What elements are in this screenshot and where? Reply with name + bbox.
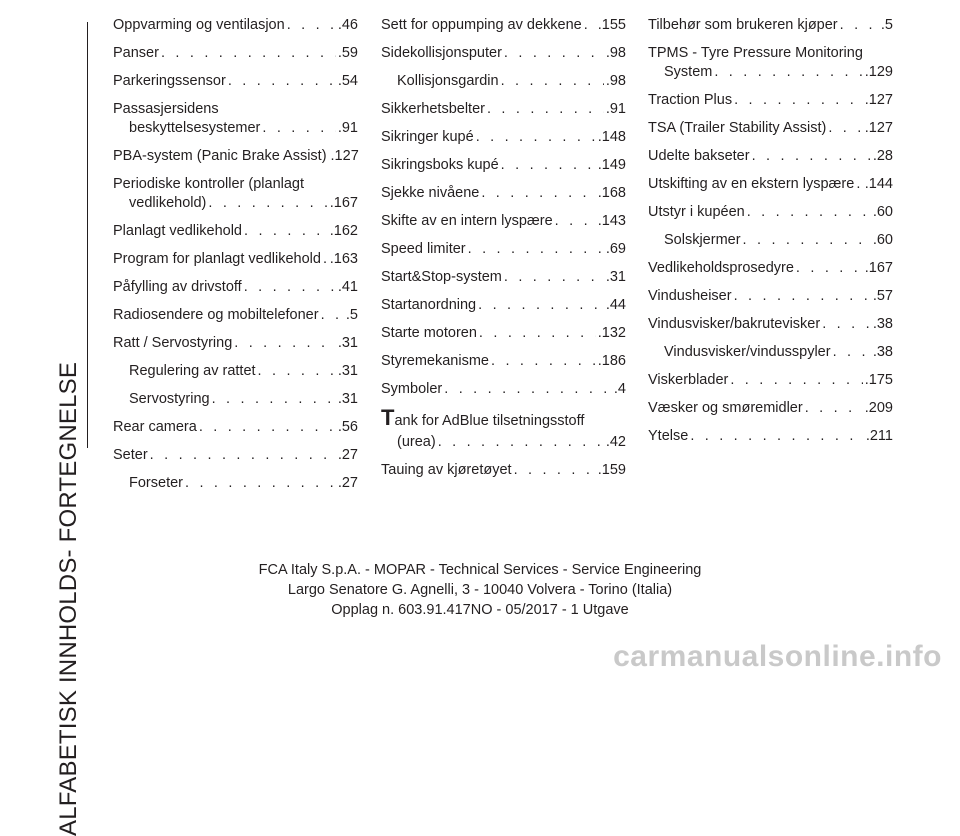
page-number: .91 <box>337 120 358 136</box>
entry-text: Væsker og smøremidler <box>648 400 803 416</box>
entry-line <box>381 156 626 175</box>
index-entry[interactable] <box>648 287 893 306</box>
index-entry[interactable] <box>648 427 893 446</box>
index-entry[interactable] <box>113 390 358 409</box>
entry-text: Startanordning <box>381 297 477 313</box>
dot-leader <box>734 91 863 110</box>
index-entry[interactable] <box>381 352 626 371</box>
page-number: .38 <box>872 316 893 332</box>
index-entry[interactable] <box>648 343 893 362</box>
dot-leader <box>501 156 596 175</box>
section-letter: P <box>113 45 123 61</box>
dot-leader <box>321 306 344 325</box>
entry-text: Sidekollisjonsputer <box>381 45 502 61</box>
dot-leader <box>262 119 335 138</box>
index-entry[interactable] <box>648 399 893 418</box>
entry-line <box>113 446 358 465</box>
page-number: .144 <box>864 176 893 192</box>
index-entry[interactable] <box>381 100 626 119</box>
entry-line <box>381 380 626 399</box>
page-number: .129 <box>864 64 893 80</box>
entry-text: Servostyring <box>129 391 210 407</box>
page-number: .54 <box>337 73 358 89</box>
index-entry[interactable] <box>113 418 358 437</box>
entry-line <box>113 306 358 325</box>
index-entry[interactable] <box>113 16 358 35</box>
dot-leader <box>479 324 596 343</box>
page-number: .98 <box>605 45 626 61</box>
dot-leader <box>805 399 863 418</box>
entry-line <box>113 334 358 353</box>
dot-leader <box>833 343 871 362</box>
entry-text: Sikkerhetsbelter <box>381 101 485 117</box>
entry-text: Sjekke nivåene <box>381 185 480 201</box>
index-entry[interactable] <box>381 44 626 63</box>
entry-line <box>113 474 358 493</box>
entry-line <box>113 222 358 241</box>
dot-leader <box>438 433 604 452</box>
entry-text: Tilbehør som brukeren kjøper <box>648 17 838 33</box>
entry-line <box>113 44 358 63</box>
dot-leader <box>856 175 862 194</box>
dot-leader <box>481 184 595 203</box>
entry-line <box>113 390 358 409</box>
entry-line <box>648 119 893 138</box>
page-number: .155 <box>597 17 626 33</box>
page-number: .31 <box>337 363 358 379</box>
letter-entry <box>113 44 159 63</box>
dot-leader <box>501 72 604 91</box>
entry-line <box>381 16 626 35</box>
dot-leader <box>208 194 327 213</box>
section-letter: Y <box>648 428 658 444</box>
letter-entry <box>113 446 148 465</box>
dot-leader <box>185 474 336 493</box>
entry-text: PBA-system (Panic Brake Assist) <box>113 148 327 164</box>
index-entry[interactable] <box>113 362 358 381</box>
entry-text: Skifte av en intern lyspære <box>381 213 553 229</box>
entry-text: Vindusvisker/vindusspyler <box>664 344 831 360</box>
entry-text: Regulering av rattet <box>129 363 256 379</box>
page-number: .28 <box>872 148 893 164</box>
index-entry[interactable] <box>381 268 626 287</box>
letter-entry <box>648 147 750 166</box>
entry-text: adiosendere og mobiltelefoner <box>123 307 319 323</box>
index-entry[interactable] <box>381 184 626 203</box>
entry-line <box>381 44 626 63</box>
entry-text: Traction Plus <box>648 92 733 108</box>
index-column-2 <box>381 16 626 489</box>
entry-text: Tauing av kjøretøyet <box>381 462 512 478</box>
footer-line-3: Opplag n. 603.91.417NO - 05/2017 - 1 Utgave <box>331 602 629 618</box>
dot-leader <box>730 371 862 390</box>
index-entry[interactable] <box>113 250 358 269</box>
index-entry[interactable] <box>113 474 358 493</box>
dot-leader <box>244 278 336 297</box>
entry-line <box>648 63 893 82</box>
entry-text: Vindusheiser <box>648 288 732 304</box>
dot-leader <box>323 250 328 269</box>
publisher-footer <box>0 560 960 620</box>
dot-leader <box>487 100 604 119</box>
page-number: .56 <box>337 419 358 435</box>
page-number: .31 <box>337 391 358 407</box>
entry-text: Påfylling av drivstoff <box>113 279 242 295</box>
dot-leader <box>743 231 871 250</box>
entry-line <box>381 212 626 231</box>
entry-line <box>648 175 893 194</box>
index-entry[interactable] <box>381 128 626 147</box>
dot-leader <box>287 16 336 35</box>
index-entry[interactable] <box>648 259 893 278</box>
page-number: .167 <box>329 195 358 211</box>
entry-line <box>381 184 626 203</box>
page-number: .186 <box>597 353 626 369</box>
entry-text: Speed limiter <box>381 241 466 257</box>
dot-leader <box>822 315 871 334</box>
dot-leader <box>244 222 328 241</box>
page-number: .42 <box>605 434 626 450</box>
footer-line-2: Largo Senatore G. Agnelli, 3 - 10040 Volvera - Torino (Italia) <box>287 582 673 598</box>
entry-line <box>113 362 358 381</box>
entry-text: Planlagt vedlikehold <box>113 223 242 239</box>
dot-leader <box>476 128 596 147</box>
page-number: .38 <box>872 344 893 360</box>
section-letter: T <box>381 405 395 430</box>
dot-leader <box>161 44 336 63</box>
side-rule <box>87 22 88 448</box>
entry-line <box>381 268 626 287</box>
dot-leader <box>828 119 862 138</box>
entry-line <box>648 231 893 250</box>
page-number: .27 <box>337 475 358 491</box>
entry-line <box>113 72 358 91</box>
dot-leader <box>504 44 604 63</box>
dot-leader <box>714 63 862 82</box>
index-entry[interactable] <box>381 380 626 399</box>
entry-text: delte bakseter <box>658 148 750 164</box>
page-number: .46 <box>337 17 358 33</box>
entry-line <box>648 91 893 110</box>
index-entry[interactable] <box>113 100 358 138</box>
dot-leader <box>199 418 336 437</box>
entry-text: Ratt / Servostyring <box>113 335 233 351</box>
entry-line <box>381 352 626 371</box>
entry-line <box>381 296 626 315</box>
index-entry[interactable] <box>648 44 893 82</box>
entry-text: anser <box>122 45 159 61</box>
entry-text-continued: beskyttelsesystemer <box>129 120 261 136</box>
dot-leader <box>258 362 336 381</box>
index-entry[interactable] <box>113 306 358 325</box>
index-entry[interactable] <box>113 175 358 213</box>
index-entry[interactable] <box>648 91 893 110</box>
entry-line <box>648 371 893 390</box>
entry-line <box>648 16 893 35</box>
page-number: .143 <box>597 213 626 229</box>
index-entry[interactable] <box>113 222 358 241</box>
entry-line <box>381 240 626 259</box>
entry-line <box>381 128 626 147</box>
page-number: .91 <box>605 101 626 117</box>
entry-text: Program for planlagt vedlikehold <box>113 251 321 267</box>
index-entry[interactable] <box>648 16 893 35</box>
entry-text: eter <box>122 447 148 463</box>
entry-line <box>381 433 626 452</box>
page-number: .5 <box>345 307 358 323</box>
dot-leader <box>491 352 596 371</box>
page-number: .98 <box>605 73 626 89</box>
dot-leader <box>584 16 596 35</box>
entry-text: Oppvarming og ventilasjon <box>113 17 285 33</box>
page-number: .57 <box>872 288 893 304</box>
dot-leader <box>752 147 871 166</box>
letter-entry <box>648 259 794 278</box>
entry-text: Styremekanisme <box>381 353 489 369</box>
page-number: .168 <box>597 185 626 201</box>
index-entry[interactable] <box>381 212 626 231</box>
entry-text: edlikeholdsprosedyre <box>656 260 794 276</box>
watermark: carmanualsonline.info <box>613 640 942 673</box>
entry-text: Symboler <box>381 381 443 397</box>
entry-text: telse <box>657 428 689 444</box>
entry-line <box>648 427 893 446</box>
page-number: .149 <box>597 157 626 173</box>
index-entry[interactable] <box>381 405 626 452</box>
dot-leader <box>504 268 604 287</box>
entry-text: Utskifting av en ekstern lyspære <box>648 176 855 192</box>
side-title-text: ALFABETISK INNHOLDS- FORTEGNELSE <box>55 361 82 836</box>
index-entry[interactable] <box>113 44 358 63</box>
page-number: .4 <box>613 381 626 397</box>
dot-leader <box>690 427 864 446</box>
page-number: .127 <box>864 92 893 108</box>
page-number: .31 <box>605 269 626 285</box>
index-entry[interactable] <box>113 334 358 353</box>
entry-text: Passasjersidens <box>113 101 219 117</box>
dot-leader <box>747 203 871 222</box>
dot-leader <box>796 259 863 278</box>
index-entry[interactable] <box>113 446 358 465</box>
page-number: .27 <box>337 447 358 463</box>
entry-line <box>648 203 893 222</box>
entry-text: Kollisjonsgardin <box>397 73 499 89</box>
index-column-1 <box>113 16 358 502</box>
page-number: .132 <box>597 325 626 341</box>
index-entry[interactable] <box>381 461 626 480</box>
page-number: .175 <box>864 372 893 388</box>
index-entry[interactable] <box>113 72 358 91</box>
entry-text: Start&Stop-system <box>381 269 502 285</box>
index-entry[interactable] <box>648 371 893 390</box>
index-entry[interactable] <box>381 324 626 343</box>
index-entry[interactable] <box>648 119 893 138</box>
entry-text: Forseter <box>129 475 183 491</box>
section-letter: V <box>648 260 657 276</box>
index-entry[interactable] <box>113 147 358 166</box>
entry-text-continued: (urea) <box>397 434 436 450</box>
page-number: .59 <box>337 45 358 61</box>
entry-text-continued: System <box>664 64 713 80</box>
entry-line <box>648 315 893 334</box>
page-number: .209 <box>864 400 893 416</box>
entry-line <box>381 461 626 480</box>
index-entry[interactable] <box>648 315 893 334</box>
entry-text: Sikringsboks kupé <box>381 157 499 173</box>
entry-text: Rear camera <box>113 419 197 435</box>
entry-text: TSA (Trailer Stability Assist) <box>648 120 827 136</box>
letter-entry <box>113 306 319 325</box>
entry-line <box>113 119 358 138</box>
dot-leader <box>468 240 604 259</box>
page-number: .163 <box>329 251 358 267</box>
index-entry[interactable] <box>381 240 626 259</box>
dot-leader <box>444 380 612 399</box>
page-number: .127 <box>330 148 359 164</box>
footer-line-1: FCA Italy S.p.A. - MOPAR - Technical Services - Service Engineering <box>258 562 702 578</box>
entry-text: TPMS - Tyre Pressure Monitoring <box>648 45 863 61</box>
entry-line <box>648 287 893 306</box>
dot-leader <box>150 446 336 465</box>
page-number: .211 <box>865 428 893 444</box>
entry-line <box>648 399 893 418</box>
index-entry[interactable] <box>381 16 626 35</box>
dot-leader <box>734 287 871 306</box>
entry-line <box>381 72 626 91</box>
entry-line <box>648 259 893 278</box>
entry-text-continued: vedlikehold) <box>129 195 207 211</box>
entry-text: Starte motoren <box>381 325 477 341</box>
entry-line <box>381 324 626 343</box>
page-number: .5 <box>880 17 893 33</box>
index-entry[interactable] <box>381 72 626 91</box>
page-number: .127 <box>864 120 893 136</box>
entry-line <box>113 418 358 437</box>
page-number: .41 <box>337 279 358 295</box>
entry-line <box>113 16 358 35</box>
section-letter: S <box>113 447 123 463</box>
dot-leader <box>234 334 336 353</box>
entry-line <box>381 100 626 119</box>
page-number: .69 <box>605 241 626 257</box>
page-number: .60 <box>872 204 893 220</box>
index-entry[interactable] <box>648 231 893 250</box>
entry-line <box>648 147 893 166</box>
index-entry[interactable] <box>648 175 893 194</box>
page-number: .162 <box>329 223 358 239</box>
index-entry[interactable] <box>648 203 893 222</box>
dot-leader <box>555 212 596 231</box>
entry-text: Sett for oppumping av dekkene <box>381 17 582 33</box>
entry-line <box>113 147 358 166</box>
dot-leader <box>228 72 336 91</box>
entry-text: ank for AdBlue tilsetningsstoff <box>394 413 585 429</box>
entry-text: Parkeringssensor <box>113 73 226 89</box>
entry-text: Periodiske kontroller (planlagt <box>113 176 305 192</box>
section-letter: R <box>113 307 124 323</box>
page-number: .60 <box>872 232 893 248</box>
index-column-3 <box>648 16 893 455</box>
entry-line <box>648 343 893 362</box>
index-entry[interactable] <box>381 296 626 315</box>
entry-line <box>113 250 358 269</box>
index-entry[interactable] <box>113 278 358 297</box>
page-number: .167 <box>864 260 893 276</box>
entry-line <box>113 194 358 213</box>
page-number: .148 <box>597 129 626 145</box>
letter-entry <box>381 405 626 431</box>
entry-text: Vindusvisker/bakrutevisker <box>648 316 821 332</box>
page-number: .159 <box>597 462 626 478</box>
section-letter: U <box>648 148 659 164</box>
letter-entry <box>648 427 688 446</box>
page-number: .44 <box>605 297 626 313</box>
dot-leader <box>840 16 879 35</box>
side-title <box>52 22 86 836</box>
index-entry[interactable] <box>648 147 893 166</box>
entry-line <box>113 278 358 297</box>
entry-text: Utstyr i kupéen <box>648 204 745 220</box>
dot-leader <box>478 296 604 315</box>
dot-leader <box>212 390 336 409</box>
page-number: .31 <box>337 335 358 351</box>
entry-text: Sikringer kupé <box>381 129 474 145</box>
dot-leader <box>514 461 596 480</box>
entry-text: Solskjermer <box>664 232 741 248</box>
index-entry[interactable] <box>381 156 626 175</box>
entry-text: Viskerblader <box>648 372 729 388</box>
